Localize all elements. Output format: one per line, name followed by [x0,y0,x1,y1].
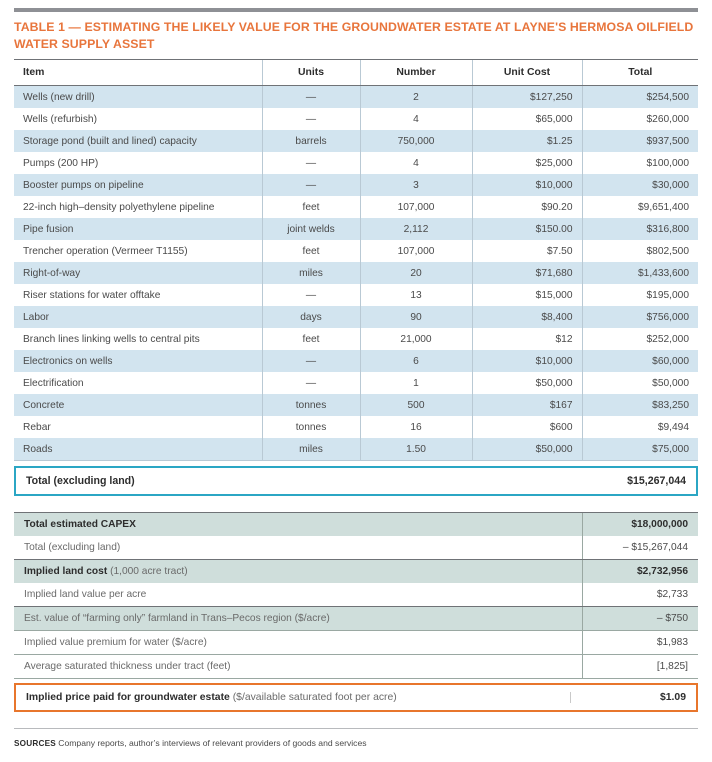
cell-unit-cost: $1.25 [472,130,582,152]
cell-number: 2 [360,86,472,109]
summary-row-label [14,655,582,679]
implied-price-row [14,683,698,712]
summary-label-note: Total (excluding land) [24,542,121,553]
cell-unit-cost: $150.00 [472,218,582,240]
cell-number: 500 [360,394,472,416]
cell-item: Trencher operation (Vermeer T1155) [14,240,262,262]
summary-row [14,513,698,537]
cell-units: — [262,152,360,174]
capex-header-row [14,60,698,86]
sources-text: Company reports, author’s interviews of relevant providers of goods and services [58,738,367,749]
column-header-total: Total [582,60,698,86]
summary-row-label [14,631,582,655]
summary-row-value: $1,983 [582,631,698,655]
cell-total: $9,651,400 [582,196,698,218]
cell-number: 750,000 [360,130,472,152]
summary-label-note: Est. value of “farming only” farmland in Trans–Pecos region ($/acre) [24,613,330,624]
summary-row-label [14,560,582,584]
cell-total: $252,000 [582,328,698,350]
total-excluding-land-value: $15,267,044 [627,475,686,487]
cell-units: feet [262,240,360,262]
summary-label-note: Implied land value per acre [24,589,147,600]
column-header-units: Units [262,60,360,86]
column-header-item: Item [14,60,262,86]
table-row [14,438,698,461]
cell-units: miles [262,438,360,461]
summary-row-value: $2,733 [582,583,698,607]
cell-item: Booster pumps on pipeline [14,174,262,196]
cell-item: Wells (refurbish) [14,108,262,130]
summary-row [14,631,698,655]
cell-unit-cost: $71,680 [472,262,582,284]
cell-number: 1 [360,372,472,394]
cell-unit-cost: $8,400 [472,306,582,328]
implied-price-value: $1.09 [570,692,686,703]
cell-number: 21,000 [360,328,472,350]
cell-unit-cost: $167 [472,394,582,416]
cell-item: Branch lines linking wells to central pits [14,328,262,350]
cell-total: $937,500 [582,130,698,152]
cell-total: $254,500 [582,86,698,109]
table-row [14,350,698,372]
cell-unit-cost: $10,000 [472,174,582,196]
cell-units: — [262,372,360,394]
cell-total: $83,250 [582,394,698,416]
column-header-number: Number [360,60,472,86]
cell-number: 16 [360,416,472,438]
cell-unit-cost: $15,000 [472,284,582,306]
implied-price-label [26,692,570,703]
cell-total: $100,000 [582,152,698,174]
cell-total: $260,000 [582,108,698,130]
cell-unit-cost: $127,250 [472,86,582,109]
summary-row [14,607,698,631]
summary-row-value: [1,825] [582,655,698,679]
summary-label-note: Implied value premium for water ($/acre) [24,637,207,648]
cell-item: Riser stations for water offtake [14,284,262,306]
table-row [14,152,698,174]
cell-total: $756,000 [582,306,698,328]
cell-total: $195,000 [582,284,698,306]
table-row [14,262,698,284]
cell-total: $1,433,600 [582,262,698,284]
cell-number: 2,112 [360,218,472,240]
sources-kicker: SOURCES [14,739,56,749]
cell-units: tonnes [262,394,360,416]
table-row [14,108,698,130]
cell-number: 20 [360,262,472,284]
cell-units: — [262,108,360,130]
summary-label-note: Average saturated thickness under tract (feet) [24,661,231,672]
cell-units: barrels [262,130,360,152]
cell-number: 1.50 [360,438,472,461]
cell-number: 4 [360,108,472,130]
cell-unit-cost: $25,000 [472,152,582,174]
cell-units: days [262,306,360,328]
cell-units: — [262,350,360,372]
table-row [14,240,698,262]
cell-units: tonnes [262,416,360,438]
implied-price-label-note: ($/available saturated foot per acre) [232,692,397,703]
table-row [14,196,698,218]
cell-number: 3 [360,174,472,196]
sources-note [14,729,698,750]
summary-row [14,583,698,607]
cell-unit-cost: $65,000 [472,108,582,130]
total-excluding-land-row [14,466,698,496]
summary-label-bold: Total estimated CAPEX [24,519,136,530]
capex-table [14,59,698,461]
cell-number: 6 [360,350,472,372]
cell-item: Storage pond (built and lined) capacity [14,130,262,152]
table-row [14,284,698,306]
cell-number: 4 [360,152,472,174]
summary-row-label [14,513,582,537]
cell-number: 107,000 [360,240,472,262]
cell-units: feet [262,328,360,350]
cell-number: 90 [360,306,472,328]
cell-units: — [262,174,360,196]
cell-units: — [262,284,360,306]
cell-item: Wells (new drill) [14,86,262,109]
cell-total: $802,500 [582,240,698,262]
summary-row-label [14,607,582,631]
cell-units: — [262,86,360,109]
cell-item: Right-of-way [14,262,262,284]
cell-item: Roads [14,438,262,461]
cell-unit-cost: $50,000 [472,438,582,461]
cell-total: $9,494 [582,416,698,438]
cell-number: 107,000 [360,196,472,218]
summary-row-value: $18,000,000 [582,513,698,537]
page-title: TABLE 1 — ESTIMATING THE LIKELY VALUE FOR THE GROUNDWATER ESTATE AT LAYNE'S HERMOSA OILFIELD WATER SUPPLY ASSET [14,20,694,51]
capex-table-body [14,86,698,461]
table-row [14,416,698,438]
cell-units: joint welds [262,218,360,240]
table-row [14,394,698,416]
summary-row [14,655,698,679]
cell-total: $60,000 [582,350,698,372]
table-row [14,174,698,196]
cell-item: Pumps (200 HP) [14,152,262,174]
total-excluding-land-label: Total (excluding land) [26,475,135,487]
cell-item: Electrification [14,372,262,394]
cell-item: Rebar [14,416,262,438]
cell-total: $316,800 [582,218,698,240]
summary-label-bold: Implied land cost [24,566,108,577]
column-header-unit-cost: Unit Cost [472,60,582,86]
summary-label-note: (1,000 acre tract) [110,566,188,577]
cell-unit-cost: $7.50 [472,240,582,262]
summary-table [14,512,698,679]
summary-row [14,560,698,584]
cell-item: Concrete [14,394,262,416]
cell-unit-cost: $12 [472,328,582,350]
implied-price-label-bold: Implied price paid for groundwater estate [26,692,230,703]
cell-unit-cost: $90.20 [472,196,582,218]
cell-number: 13 [360,284,472,306]
cell-item: Electronics on wells [14,350,262,372]
table-row [14,218,698,240]
table-page [0,8,712,762]
cell-unit-cost: $10,000 [472,350,582,372]
summary-row-value: – $750 [582,607,698,631]
cell-item: Labor [14,306,262,328]
cell-units: miles [262,262,360,284]
cell-item: Pipe fusion [14,218,262,240]
summary-row-label [14,583,582,607]
table-row [14,86,698,109]
summary-row-value: $2,732,956 [582,560,698,584]
cell-unit-cost: $50,000 [472,372,582,394]
cell-unit-cost: $600 [472,416,582,438]
table-row [14,372,698,394]
summary-row [14,536,698,560]
summary-row-label [14,536,582,560]
table-row [14,130,698,152]
table-row [14,306,698,328]
cell-item: 22-inch high–density polyethylene pipeline [14,196,262,218]
cell-total: $75,000 [582,438,698,461]
cell-units: feet [262,196,360,218]
capex-table-head [14,60,698,86]
summary-table-body [14,513,698,679]
table-row [14,328,698,350]
cell-total: $30,000 [582,174,698,196]
summary-row-value: – $15,267,044 [582,536,698,560]
cell-total: $50,000 [582,372,698,394]
